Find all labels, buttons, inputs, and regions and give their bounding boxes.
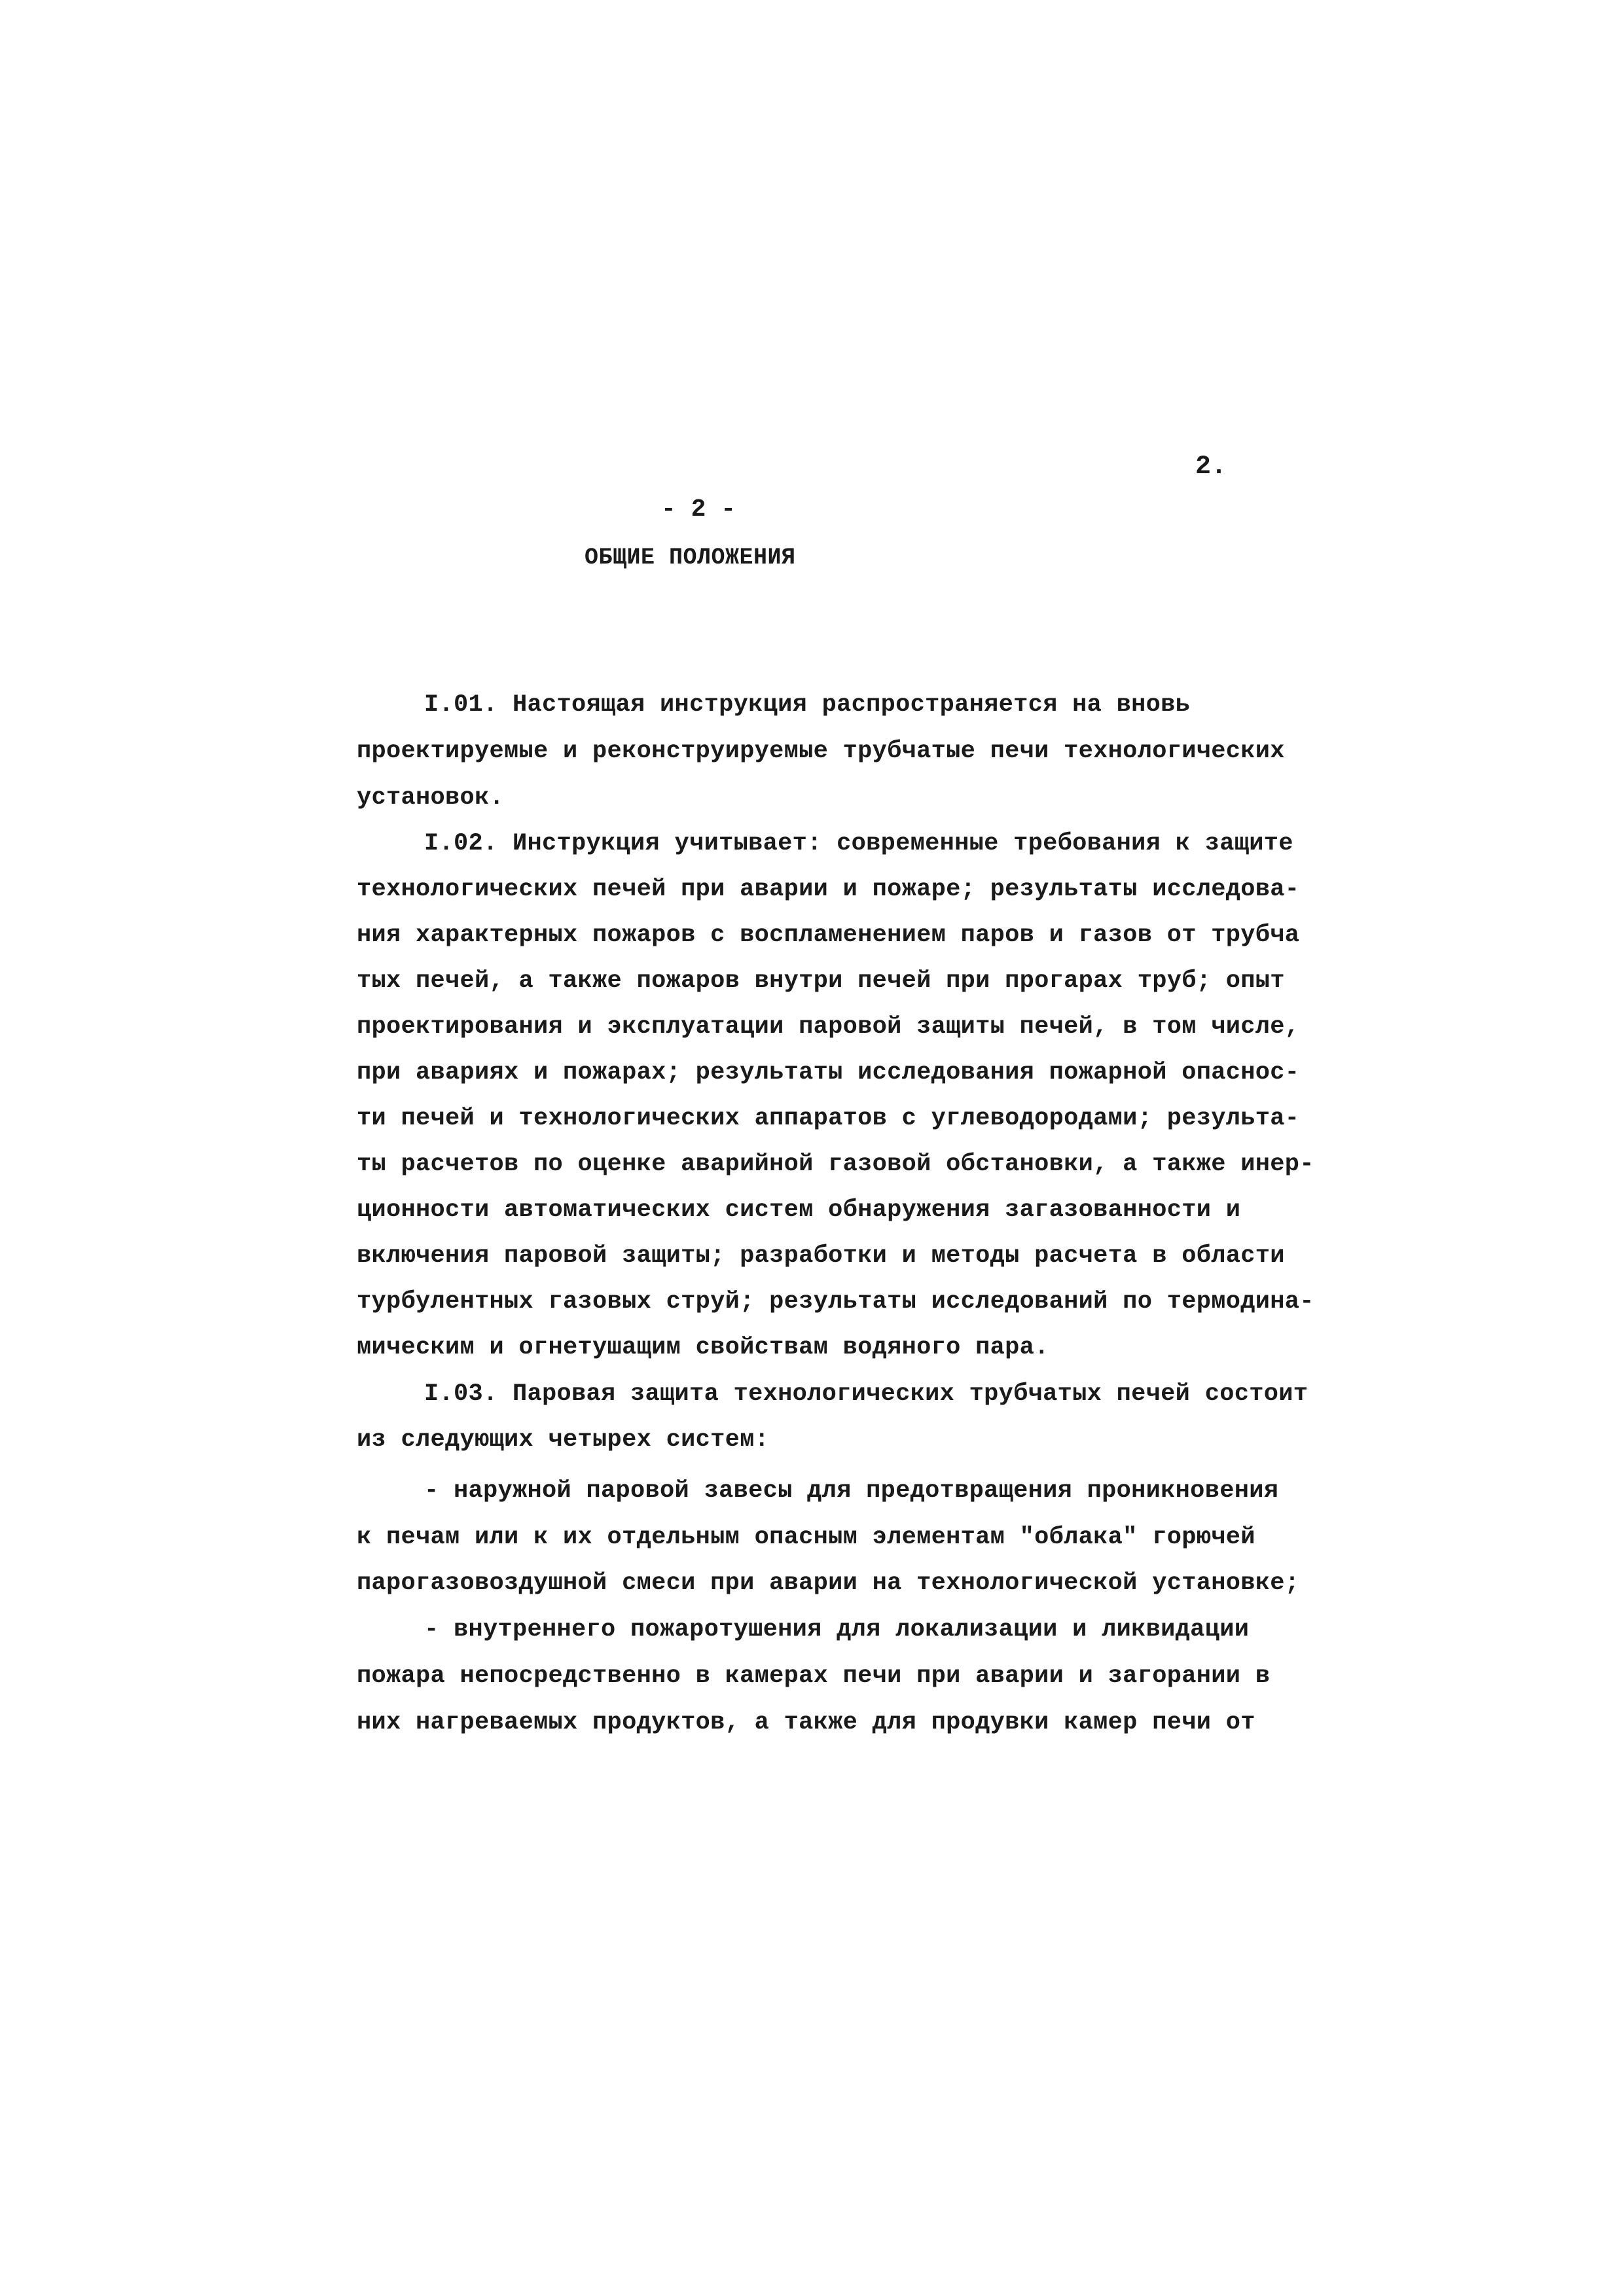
corner-page-number: 2. bbox=[1195, 452, 1227, 482]
text-line: парогазовоздушной смеси при аварии на технологической установке; bbox=[357, 1570, 1300, 1597]
text-line: - внутреннего пожаротушения для локализации и ликвидации bbox=[424, 1616, 1250, 1643]
text-line: при авариях и пожарах; результаты исследования пожарной опаснос- bbox=[357, 1059, 1300, 1086]
text-line: проектирования и эксплуатации паровой защиты печей, в том числе, bbox=[357, 1013, 1300, 1041]
text-line: них нагреваемых продуктов, а также для продувки камер печи от bbox=[357, 1709, 1255, 1736]
text-line: ционности автоматических систем обнаружения загазованности и bbox=[357, 1196, 1241, 1224]
text-line: турбулентных газовых струй; результаты исследований по термодина- bbox=[357, 1288, 1314, 1316]
text-line: установок. bbox=[357, 784, 505, 812]
text-line: к печам или к их отдельным опасным элементам "облака" горючей bbox=[357, 1524, 1255, 1551]
text-line: ния характерных пожаров с воспламенением паров и газов от трубча bbox=[357, 922, 1300, 949]
page-number: - 2 - bbox=[661, 495, 736, 524]
text-line: включения паровой защиты; разработки и методы расчета в области bbox=[357, 1242, 1285, 1270]
text-line: ты расчетов по оценке аварийной газовой обстановки, а также инер- bbox=[357, 1151, 1314, 1178]
text-line: проектируемые и реконструируемые трубчатые печи технологических bbox=[357, 738, 1285, 765]
text-line: из следующих четырех систем: bbox=[357, 1426, 770, 1454]
text-line: I.03. Паровая защита технологических трубчатых печей состоит bbox=[424, 1380, 1308, 1408]
text-line: ти печей и технологических аппаратов с углеводородами; результа- bbox=[357, 1105, 1300, 1132]
text-line: I.01. Настоящая инструкция распространяется на вновь bbox=[424, 691, 1191, 719]
section-title: ОБЩИЕ ПОЛОЖЕНИЯ bbox=[585, 545, 796, 571]
text-line: - наружной паровой завесы для предотвращения проникновения bbox=[424, 1477, 1279, 1505]
text-line: мическим и огнетушащим свойствам водяного пара. bbox=[357, 1334, 1049, 1361]
text-line: технологических печей при аварии и пожаре; результаты исследова- bbox=[357, 876, 1300, 903]
text-line: тых печей, а также пожаров внутри печей при прогарах труб; опыт bbox=[357, 967, 1285, 995]
text-line: I.02. Инструкция учитывает: современные требования к защите bbox=[424, 830, 1293, 857]
text-line: пожара непосредственно в камерах печи при аварии и загорании в bbox=[357, 1662, 1271, 1690]
